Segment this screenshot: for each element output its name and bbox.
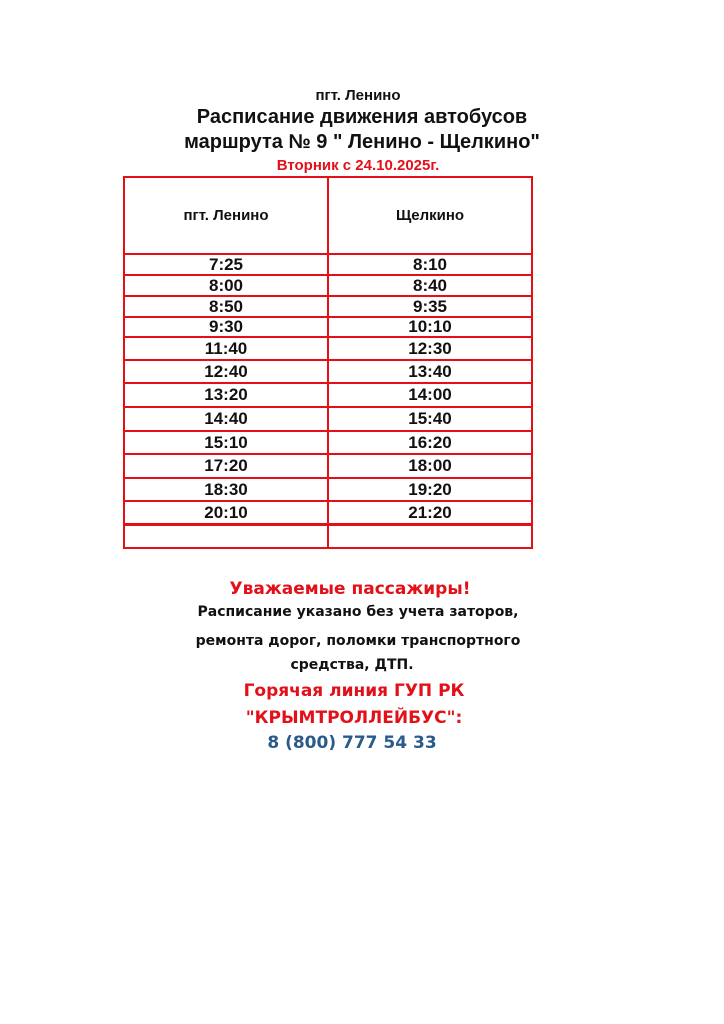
table-row <box>124 296 532 317</box>
notice-line-1: Расписание указано без учета заторов, <box>197 604 519 620</box>
table-row <box>124 383 532 407</box>
hotline-org: "КРЫМТРОЛЛЕЙБУС": <box>245 708 463 728</box>
departure-lenino: 7:25 <box>124 254 328 275</box>
departure-shchelkino: 13:40 <box>328 360 532 383</box>
departure-lenino: 13:20 <box>124 383 328 407</box>
departure-lenino <box>124 525 328 549</box>
departure-shchelkino: 8:40 <box>328 275 532 296</box>
departure-shchelkino <box>328 525 532 549</box>
table-row <box>124 275 532 296</box>
departure-shchelkino: 9:35 <box>328 296 532 317</box>
title-line-1: Расписание движения автобусов <box>196 106 528 128</box>
table-row <box>124 431 532 454</box>
departure-shchelkino: 8:10 <box>328 254 532 275</box>
departure-shchelkino: 10:10 <box>328 317 532 337</box>
table-row <box>124 501 532 525</box>
departure-lenino: 8:50 <box>124 296 328 317</box>
departure-shchelkino: 12:30 <box>328 337 532 360</box>
departure-lenino: 18:30 <box>124 478 328 501</box>
notice-greeting: Уважаемые пассажиры! <box>229 579 471 599</box>
locality-heading: пгт. Ленино <box>315 87 401 104</box>
table-row <box>124 337 532 360</box>
departure-lenino: 12:40 <box>124 360 328 383</box>
table-row <box>124 478 532 501</box>
title-line-2: маршрута № 9 " Ленино - Щелкино" <box>184 131 540 153</box>
schedule-table <box>123 176 533 549</box>
table-row <box>124 317 532 337</box>
departure-shchelkino: 19:20 <box>328 478 532 501</box>
departure-lenino: 9:30 <box>124 317 328 337</box>
notice-line-3: средства, ДТП. <box>290 657 414 673</box>
departure-shchelkino: 21:20 <box>328 501 532 525</box>
departure-lenino: 8:00 <box>124 275 328 296</box>
departure-lenino: 20:10 <box>124 501 328 525</box>
departure-shchelkino: 18:00 <box>328 454 532 478</box>
column-header-shchelkino: Щелкино <box>328 177 532 254</box>
hotline-label: Горячая линия ГУП РК <box>243 681 465 701</box>
table-row <box>124 360 532 383</box>
departure-shchelkino: 16:20 <box>328 431 532 454</box>
hotline-phone: 8 (800) 777 54 33 <box>267 733 437 753</box>
table-row <box>124 407 532 431</box>
table-row <box>124 454 532 478</box>
notice-line-2: ремонта дорог, поломки транспортного <box>195 633 521 649</box>
column-header-lenino: пгт. Ленино <box>124 177 328 254</box>
departure-shchelkino: 15:40 <box>328 407 532 431</box>
table-header-row <box>124 177 532 254</box>
departure-lenino: 17:20 <box>124 454 328 478</box>
departure-shchelkino: 14:00 <box>328 383 532 407</box>
effective-date: Вторник с 24.10.2025г. <box>276 157 440 174</box>
departure-lenino: 15:10 <box>124 431 328 454</box>
departure-lenino: 14:40 <box>124 407 328 431</box>
table-row <box>124 525 532 549</box>
table-row <box>124 254 532 275</box>
departure-lenino: 11:40 <box>124 337 328 360</box>
